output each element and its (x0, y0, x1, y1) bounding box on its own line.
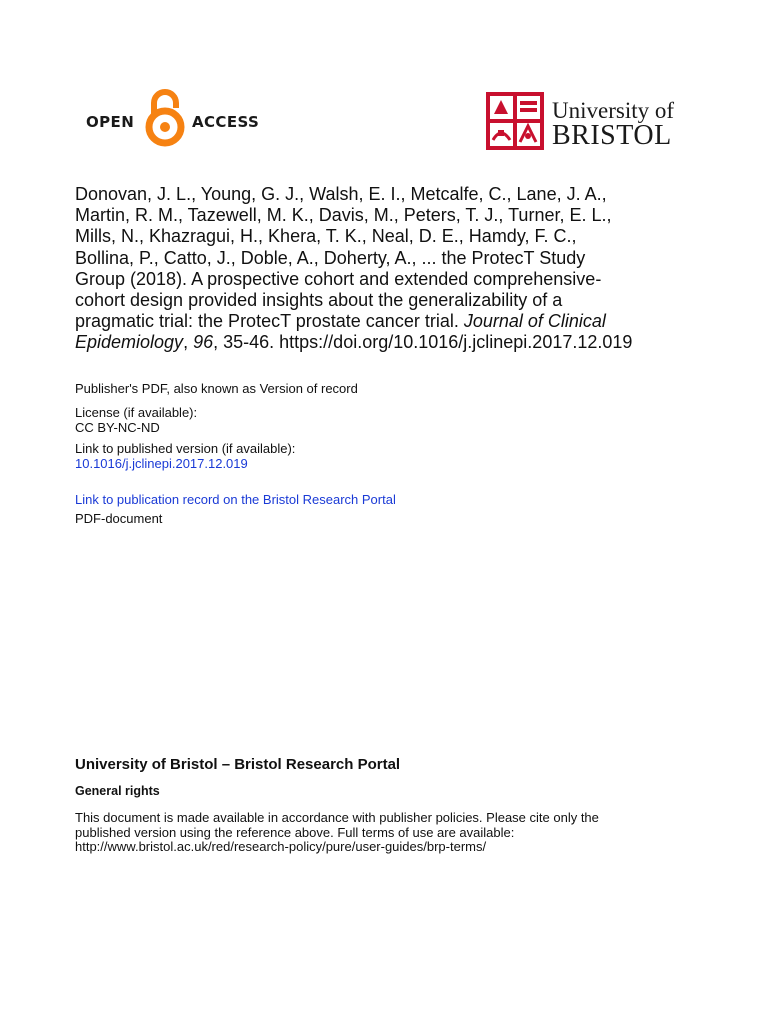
journal-name-part1: Journal of Clinical (463, 311, 606, 332)
portal-title: University of Bristol – Bristol Research Portal (75, 756, 401, 773)
university-of-text: University of (552, 98, 675, 123)
citation-line: cohort design provided insights about the generalizability of a (75, 290, 563, 311)
citation-line-with-journal (75, 311, 725, 332)
rights-line: published version using the reference above. Full terms of use are available: (75, 824, 515, 840)
document-type: PDF-document (75, 511, 163, 526)
citation-line: Martin, R. M., Tazewell, M. K., Davis, M., Peters, T. J., Turner, E. L., (75, 205, 612, 226)
open-lock-icon (144, 86, 188, 148)
journal-name-part2: Epidemiology (75, 332, 184, 353)
citation-pages-doi: , 35-46. https://doi.org/10.1016/j.jclinepi.2017.12.019 (213, 332, 633, 353)
rights-text (75, 811, 715, 855)
document-metadata (75, 381, 715, 526)
version-label: Publisher's PDF, also known as Version of record (75, 381, 358, 396)
open-access-word-open: OPEN (86, 113, 135, 131)
citation-block (75, 184, 725, 354)
terms-url[interactable]: http://www.bristol.ac.uk/red/research-policy/pure/user-guides/brp-terms/ (75, 839, 487, 855)
citation-line: Mills, N., Khazragui, H., Khera, T. K., Neal, D. E., Hamdy, F. C., (75, 226, 577, 247)
license-value: CC BY-NC-ND (75, 420, 160, 435)
portal-record-link[interactable]: Link to publication record on the Bristol Research Portal (75, 492, 396, 507)
citation-line: Bollina, P., Catto, J., Doble, A., Doherty, A., ... the ProtecT Study (75, 247, 586, 268)
citation-line: Donovan, J. L., Young, G. J., Walsh, E. I., Metcalfe, C., Lane, J. A., (75, 184, 607, 204)
portal-rights-section (75, 756, 715, 855)
published-version-label: Link to published version (if available): (75, 441, 296, 456)
bristol-text: BRISTOL (552, 120, 672, 151)
journal-volume: 96 (193, 332, 214, 353)
published-version-link[interactable]: 10.1016/j.jclinepi.2017.12.019 (75, 456, 248, 471)
rights-line: This document is made available in accordance with publisher policies. Please cite only the (75, 810, 599, 825)
citation-line-final: Epidemiology, 96, 35-46. https://doi.org/10.1016/j.jclinepi.2017.12.019 (75, 332, 633, 353)
bristol-crest-icon (486, 92, 544, 155)
page-header (0, 0, 770, 160)
university-of-bristol-logo (486, 92, 696, 152)
general-rights-heading: General rights (75, 784, 160, 798)
open-access-logo (86, 86, 266, 148)
citation-line: pragmatic trial: the ProtecT prostate cancer trial. (75, 311, 459, 332)
license-label: License (if available): (75, 405, 198, 420)
citation-line: Group (2018). A prospective cohort and extended comprehensive- (75, 268, 602, 289)
open-access-word-access: ACCESS (192, 113, 260, 131)
